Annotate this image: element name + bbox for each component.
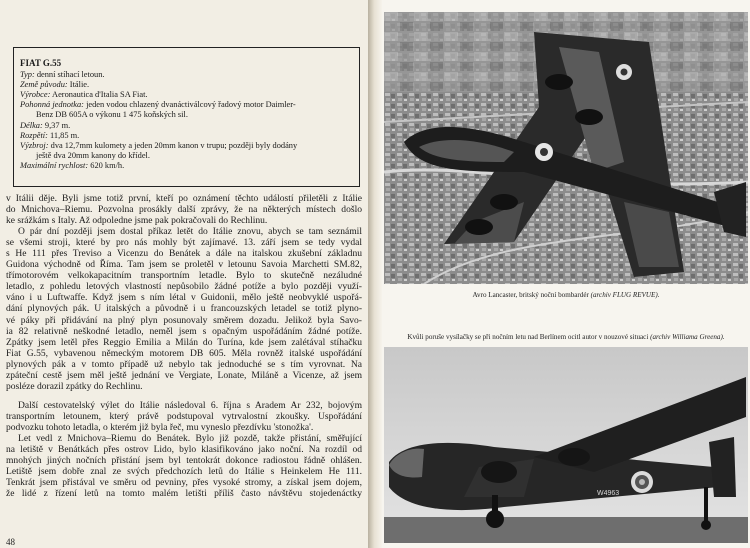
lancaster-ground-illustration — [384, 347, 748, 543]
lancaster-aerial-photo — [384, 12, 748, 284]
left-page — [0, 0, 368, 548]
spec-value: Itálie. — [69, 80, 90, 90]
text-line: na letiště v Benátkách přes ostrov Lido, bylo klasifikováno jako noční. Na rozdíl od — [6, 444, 362, 456]
spec-label: Země původu: — [20, 80, 68, 90]
spec-label: Typ: — [20, 70, 35, 80]
caption-credit: (archiv Williama Greena). — [650, 333, 725, 341]
spec-row-length — [20, 121, 359, 131]
text-line: zpáteční cestě jsem měl ještě jednání ve Vergiate, Lonate, Miláně a Vicenze, až jsem — [6, 369, 362, 381]
text-line: Let vedl z Mnichova–Riemu do Benátek. Bylo již pozdě, takže přistání, směřující — [18, 432, 362, 444]
lancaster-aerial-illustration — [384, 12, 748, 284]
photo-caption-2 — [382, 333, 750, 341]
text-line: Letiště jsem dobře znal ze svých předchozích letů do Itálie s Heinkelem He 111. — [6, 466, 362, 478]
text-line: podvozku tohoto letadla, o kterém již byla řeč, mu vyneslo přezdívku 'stonožka'. — [6, 421, 314, 433]
text-line: letadlo, z pohledu letových vlastností nepůsobilo žádné potíže a bylo později využí- — [6, 281, 362, 293]
text-line: že lidé z řízení letů na tomto malém letišti příliš často návštěvu stojedenáctky — [6, 488, 362, 500]
text-line: Další cestovatelský výlet do Itálie následoval 6. října s Aradem Ar 232, bojovým — [18, 399, 362, 411]
spec-row-armament-cont — [20, 151, 359, 161]
caption-text: Avro Lancaster, britský noční bombardér — [472, 291, 589, 299]
spec-row-engine — [20, 100, 359, 110]
page-number: 48 — [6, 537, 15, 547]
spec-value: ještě dva 20mm kanony do křídel. — [36, 150, 150, 160]
spec-row-type — [20, 70, 359, 80]
text-line: plynových pák a v tomto případě už nebylo tak jednoduché se s tím vyrovnat. Na — [6, 358, 362, 370]
text-line: Fiat G.55, vybavenou německým motorem DB 605. Měla rovněž italské uspořádání — [6, 347, 362, 359]
text-line: transportním letounem, který právě podstupoval vytrvalostní zkoušky. Uspořádání — [6, 410, 362, 422]
spec-row-engine-cont — [20, 110, 359, 120]
lancaster-ground-photo — [384, 347, 748, 543]
book-gutter — [368, 0, 382, 548]
spec-label: Maximální rychlost: — [20, 160, 89, 170]
spec-label: Rozpětí: — [20, 130, 48, 140]
text-line: se všemi stroji, které by pro nás mohly být zajímavé. 13. září jsem se tedy vydal — [6, 237, 362, 249]
body-text — [6, 193, 362, 499]
text-line: v Itálii děje. Byli jsme totiž první, kteří po oznámení těchto událostí přiletěli z Itálie — [6, 193, 362, 204]
spec-value: Aeronautica d'Italia SA Fiat. — [52, 90, 148, 100]
spec-value: jeden vodou chlazený dvanáctiválcový řadový motor Daimler- — [86, 100, 296, 110]
spec-label: Výrobce: — [20, 90, 51, 100]
spec-title: FIAT G.55 — [20, 58, 62, 68]
caption-credit: (archiv FLUG REVUE). — [590, 291, 660, 299]
spec-row-armament — [20, 141, 359, 151]
text-line: Zpátky jsem letěl přes Reggio Emilia a Milán do Turína, kde jsem zalétával stíhačku — [6, 336, 362, 348]
caption-text: Kvůli poruše vysílačky se při nočním letu nad Berlínem ocitl autor v nouzové situaci — [407, 333, 649, 341]
spec-label: Výzbroj: — [20, 140, 49, 150]
spec-row-manufacturer — [20, 90, 359, 100]
photo-caption-1 — [382, 291, 750, 299]
spec-row-span — [20, 131, 359, 141]
spec-box — [13, 47, 360, 187]
text-line: mnohých jiných nočních přistání jsem byl tentokrát dokonce radiostou řádně ohlášen. — [6, 455, 362, 467]
spec-label: Délka: — [20, 120, 43, 130]
spec-value: dva 12,7mm kulomety a jeden 20mm kanon v trupu; později byly dodány — [50, 140, 298, 150]
spec-value: Benz DB 605A o výkonu 1 475 koňských sil. — [36, 110, 188, 120]
spec-value: 9,37 m. — [44, 120, 71, 130]
spec-label: Pohonná jednotka: — [20, 100, 84, 110]
spec-row-country — [20, 80, 359, 90]
aircraft-marking: W4963 — [597, 490, 620, 497]
text-line: s He 111 přes Treviso a Vicenzu do Benátek a dále na italskou zkušební základnu — [6, 248, 362, 260]
text-line: vé páky při přidávání na plný plyn posunovaly směrem dozadu. Jelikož byla Savo- — [6, 314, 362, 326]
text-line: ke srážkám s Italy. Až odpoledne jsme pak pokračovali do Rechlinu. — [6, 215, 268, 227]
text-line: O pár dní později jsem dostal příkaz letět do Itálie znovu, abych se tam seznámil — [18, 226, 362, 238]
right-page — [382, 0, 750, 548]
spec-row-speed — [20, 161, 359, 171]
spec-value: denní stíhací letoun. — [36, 70, 105, 80]
text-line: do Mnichova–Riemu. Pozvolna prosákly další zprávy, že na některých místech došlo — [6, 204, 362, 216]
text-line: ia 82 relativně neškodné letadlo, neměl jsem s opačným uspořádáním žádné potíže. — [6, 325, 362, 337]
spec-value: 11,85 m. — [50, 130, 80, 140]
text-line: Tenkrát jsem přistával ve směru od pevniny, přes vysoké stromy, a získal jsem dojem, — [6, 477, 362, 489]
spec-value: 620 km/h. — [90, 160, 125, 170]
text-line: dání plynových pák. U italských a původně i u francouzských letadel se totiž plyno- — [6, 303, 362, 315]
text-line: posléze dorazil zpátky do Rechlinu. — [6, 380, 143, 392]
text-line: Guidona východně od Říma. Tam jsem se proletěl v letounu Savoia Marchetti SM.82, — [6, 259, 362, 271]
text-line: váno i u Luftwaffe. Když jsem s ním létal v Guidonii, mělo ještě neobvyklé uspořá- — [6, 292, 362, 304]
text-line: třímotorovém velkokapacitním transportním letadle. Bylo to skutečně nezáludné — [6, 270, 362, 282]
